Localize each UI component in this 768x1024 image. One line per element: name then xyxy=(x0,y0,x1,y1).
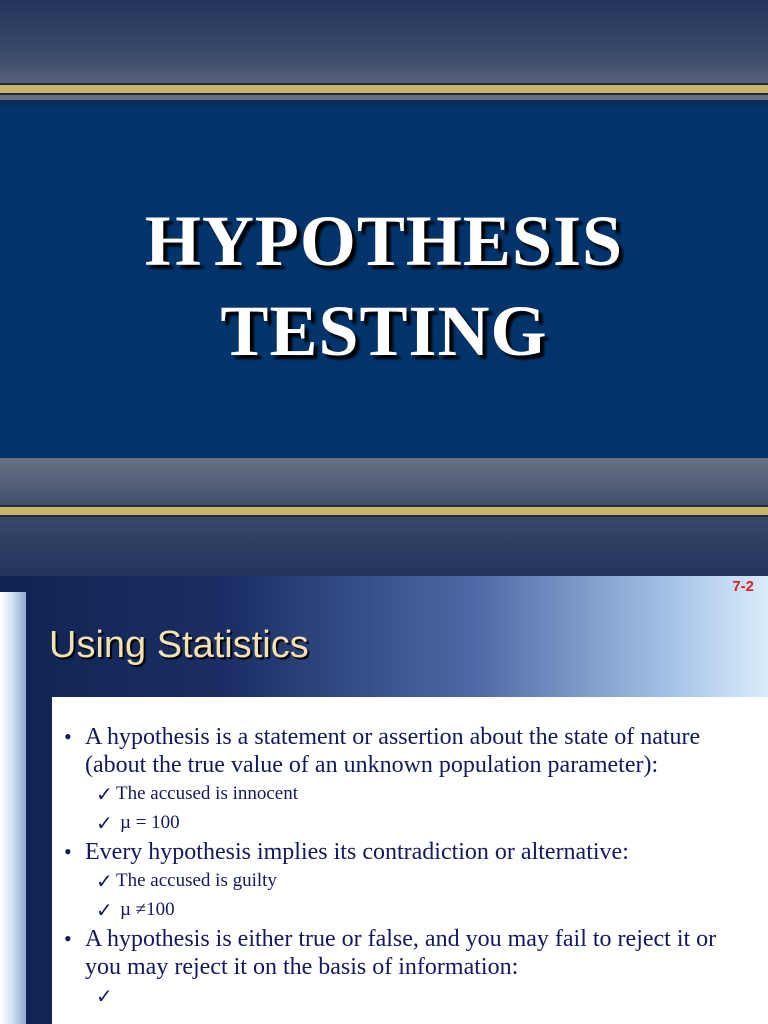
bullet-icon: • xyxy=(64,724,72,749)
bullet-icon: • xyxy=(64,926,72,951)
sub-item xyxy=(64,809,744,838)
bullet-list xyxy=(64,723,744,1011)
list-item xyxy=(64,925,744,981)
bullet-text: A hypothesis is a statement or assertion about the state of nature (about the true value of an unknown population parameter): xyxy=(85,724,701,778)
bottom-band xyxy=(0,458,768,576)
checkmark-icon: ✓ xyxy=(96,898,113,922)
sub-item xyxy=(64,896,744,925)
sub-item-text: µ = 100 xyxy=(120,812,180,833)
slide-number: 7-2 xyxy=(732,578,754,595)
sub-item-text: µ ≠100 xyxy=(120,899,175,920)
checkmark-icon: ✓ xyxy=(96,869,113,893)
bullet-text: A hypothesis is either true or false, and you may fail to reject it or you may reject it on the basis of information: xyxy=(85,926,717,980)
bottom-gold-rule xyxy=(0,505,768,517)
list-item xyxy=(64,723,744,779)
slide-heading: Using Statistics xyxy=(49,624,309,666)
left-decor-strip xyxy=(0,592,28,1024)
sub-item-text: The accused is innocent xyxy=(116,783,299,804)
list-item xyxy=(64,838,744,866)
checkmark-icon: ✓ xyxy=(96,782,113,806)
bullet-icon: • xyxy=(64,839,72,864)
checkmark-icon: ✓ xyxy=(96,984,113,1008)
slide-title: HYPOTHESIS TESTING xyxy=(144,201,624,371)
sub-item xyxy=(64,780,744,809)
top-gold-rule xyxy=(0,83,768,95)
checkmark-icon: ✓ xyxy=(96,811,113,835)
bullet-text: Every hypothesis implies its contradiction or alternative: xyxy=(85,839,629,865)
sub-item-text: The accused is guilty xyxy=(116,870,277,891)
sub-item xyxy=(64,982,744,1011)
content-slide xyxy=(0,576,768,1024)
sub-item xyxy=(64,867,744,896)
